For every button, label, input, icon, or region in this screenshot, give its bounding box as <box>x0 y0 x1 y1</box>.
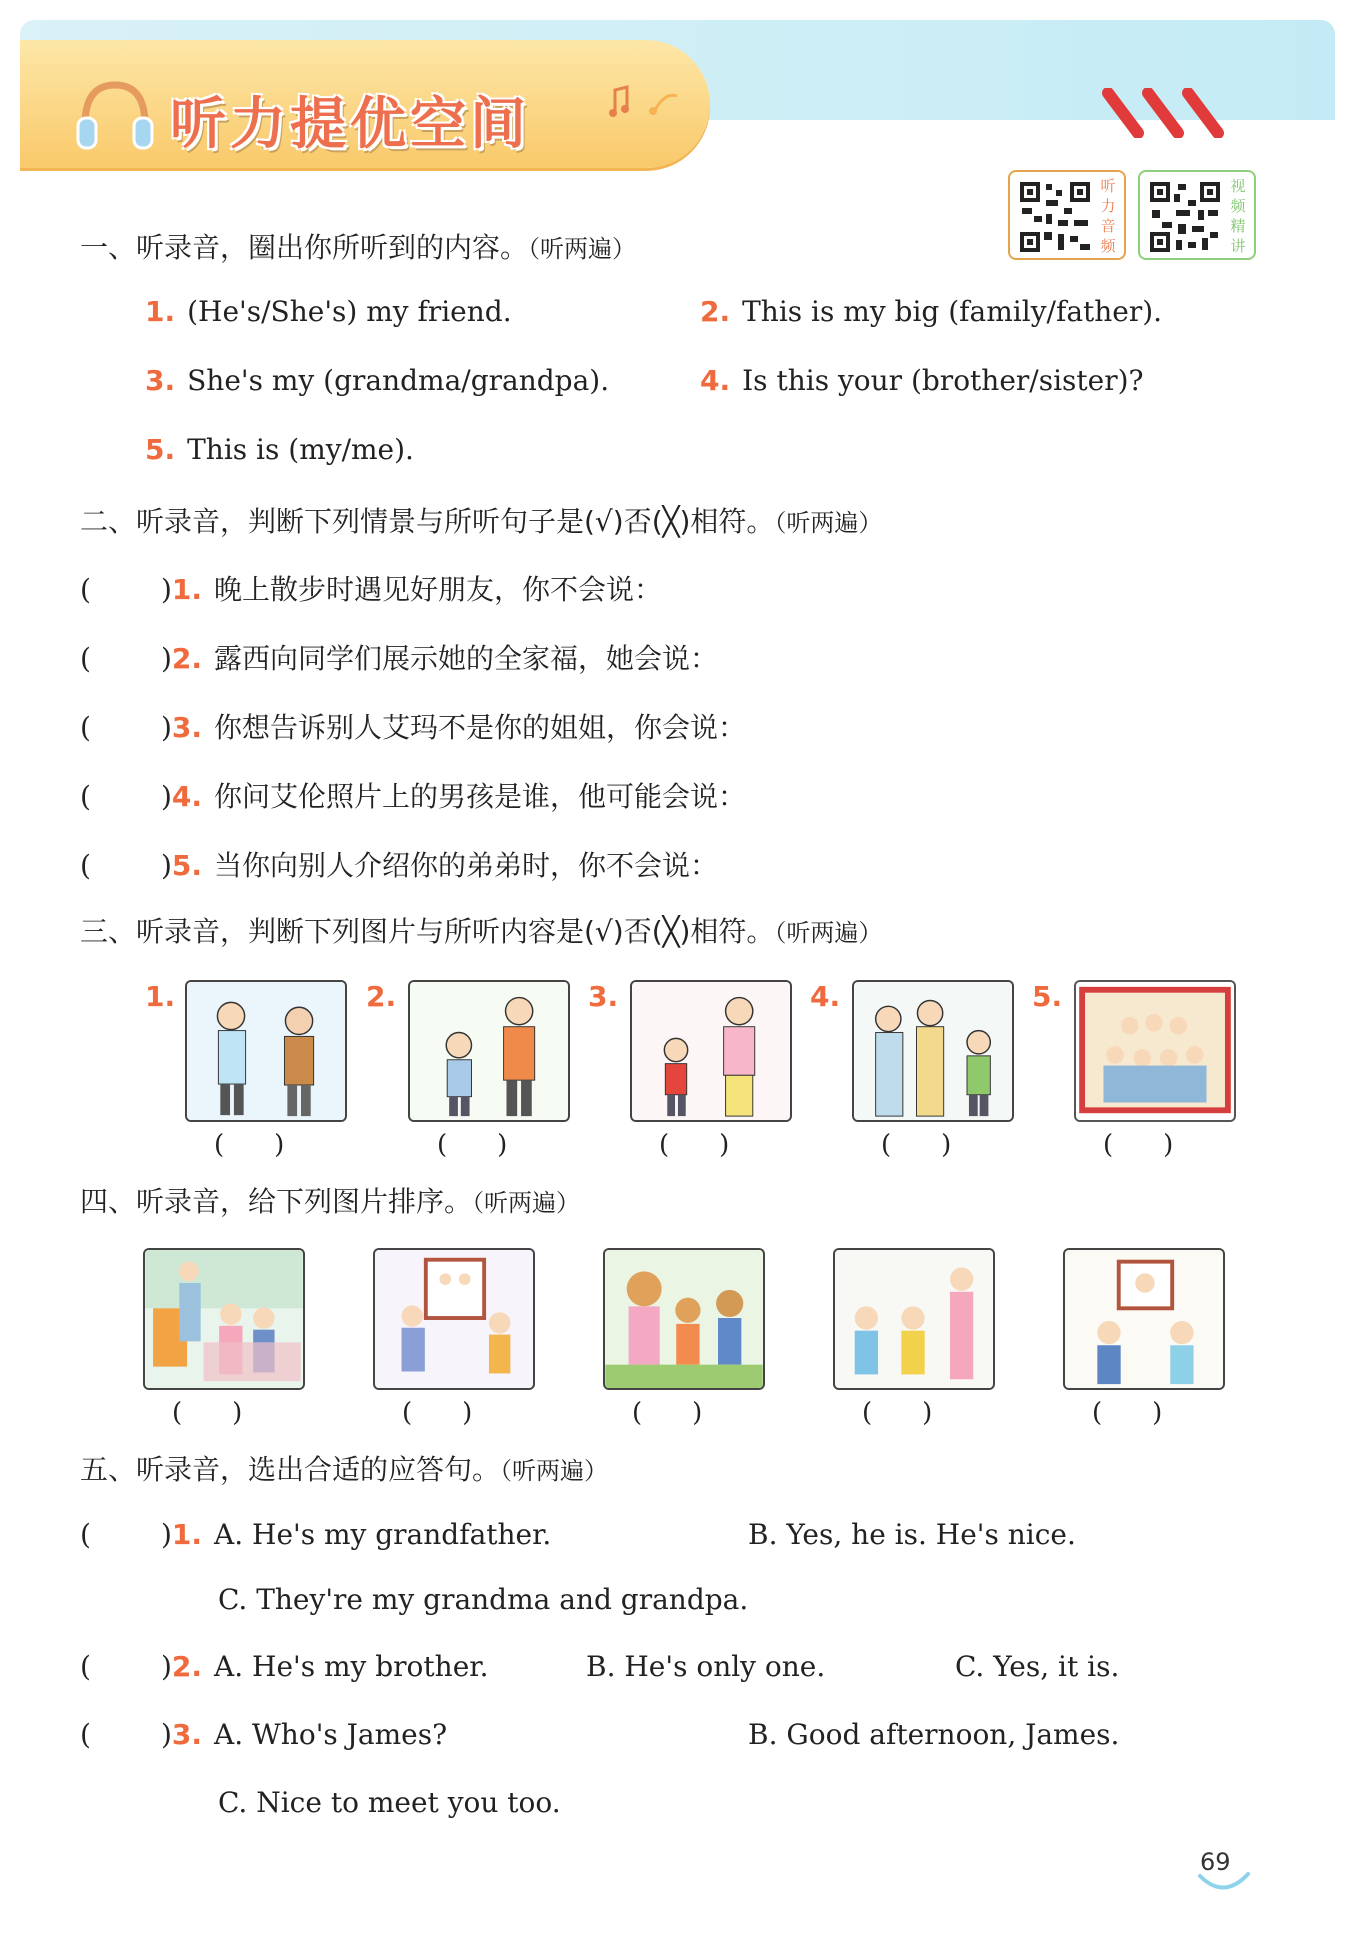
illustration-family-photo <box>1076 982 1234 1120</box>
video-label: 视频精讲 <box>1230 177 1246 255</box>
illustration-boy-and-man <box>410 982 568 1120</box>
part4-picture-2 <box>373 1248 535 1390</box>
headphones-icon <box>70 70 160 160</box>
part5-item-3-option-b: B. Good afternoon, James. <box>748 1718 1120 1751</box>
part3-picture-4 <box>852 980 1014 1122</box>
part3-answer-3[interactable]: () <box>659 1130 780 1160</box>
illustration-three-girls <box>835 1250 993 1388</box>
part3-number-3: 3. <box>588 980 619 1013</box>
part5-item-3: ( )3. A. Who's James? <box>80 1718 448 1751</box>
part4-picture-1 <box>143 1248 305 1390</box>
part2-item-3: ( )3. 你想告诉别人艾玛不是你的姐姐，你会说： <box>80 711 747 744</box>
part3-number-5: 5. <box>1032 980 1063 1013</box>
illustration-living-room <box>145 1250 303 1388</box>
part4-picture-3 <box>603 1248 765 1390</box>
audio-qr-code[interactable] <box>1008 170 1126 260</box>
part3-answer-5[interactable]: () <box>1103 1130 1224 1160</box>
part4-picture-5 <box>1063 1248 1225 1390</box>
illustration-family-of-three <box>854 982 1012 1120</box>
illustration-baby-photo <box>1065 1250 1223 1388</box>
part2-item-4: ( )4. 你问艾伦照片上的男孩是谁，他可能会说： <box>80 780 747 813</box>
music-notes-icon <box>605 82 685 122</box>
illustration-animals-park <box>605 1250 763 1388</box>
part3-number-4: 4. <box>810 980 841 1013</box>
part5-item-1: ( )1. A. He's my grandfather. <box>80 1518 552 1551</box>
qr-code-icon <box>1148 180 1222 254</box>
page-number: 69 <box>1200 1848 1231 1876</box>
banner-title: 听力提优空间 <box>170 92 530 157</box>
part1-item-5: 5. This is (my/me). <box>145 433 414 466</box>
part2-item-1: ( )1. 晚上散步时遇见好朋友，你不会说： <box>80 573 663 606</box>
part3-number-2: 2. <box>366 980 397 1013</box>
part5-item-3-option-c: C. Nice to meet you too. <box>218 1786 561 1819</box>
video-qr-code[interactable] <box>1138 170 1256 260</box>
part1-item-4: 4. Is this your (brother/sister)? <box>700 364 1144 397</box>
part1-item-1: 1. (He's/She's) my friend. <box>145 295 512 328</box>
part1-item-3: 3. She's my (grandma/grandpa). <box>145 364 610 397</box>
part4-answer-5[interactable]: () <box>1092 1398 1213 1428</box>
part3-answer-2[interactable]: () <box>437 1130 558 1160</box>
section-4-heading: 四、听录音，给下列图片排序。（听两遍） <box>80 1185 581 1218</box>
part5-item-2: ( )2. A. He's my brother. <box>80 1650 489 1683</box>
part2-item-5: ( )5. 当你向别人介绍你的弟弟时，你不会说： <box>80 849 719 882</box>
part3-picture-5 <box>1074 980 1236 1122</box>
qr-code-icon <box>1018 180 1092 254</box>
part2-item-2: ( )2. 露西向同学们展示她的全家福，她会说： <box>80 642 719 675</box>
section-1-heading: 一、听录音，圈出你所听到的内容。（听两遍） <box>80 231 637 264</box>
part4-answer-2[interactable]: () <box>402 1398 523 1428</box>
page-number-swoosh <box>1196 1870 1252 1896</box>
decorative-slashes <box>1100 88 1230 138</box>
part4-answer-3[interactable]: () <box>632 1398 753 1428</box>
part4-answer-1[interactable]: () <box>172 1398 293 1428</box>
part5-item-1-option-b: B. Yes, he is. He's nice. <box>748 1518 1076 1551</box>
part4-picture-4 <box>833 1248 995 1390</box>
part5-item-1-option-c: C. They're my grandma and grandpa. <box>218 1583 749 1616</box>
section-3-heading: 三、听录音，判断下列图片与所听内容是(√)否(╳)相符。（听两遍） <box>80 915 883 948</box>
section-5-heading: 五、听录音，选出合适的应答句。（听两遍） <box>80 1453 609 1486</box>
part3-answer-1[interactable]: () <box>214 1130 335 1160</box>
part3-picture-3 <box>630 980 792 1122</box>
audio-label: 听力音频 <box>1100 177 1116 255</box>
section-2-heading: 二、听录音，判断下列情景与所听句子是(√)否(╳)相符。（听两遍） <box>80 505 883 538</box>
part1-item-2: 2. This is my big (family/father). <box>700 295 1163 328</box>
part5-item-2-option-b: B. He's only one. <box>586 1650 826 1683</box>
part3-answer-4[interactable]: () <box>881 1130 1002 1160</box>
part5-item-2-option-c: C. Yes, it is. <box>955 1650 1120 1683</box>
part4-answer-4[interactable]: () <box>862 1398 983 1428</box>
part3-number-1: 1. <box>145 980 176 1013</box>
illustration-two-men <box>187 982 345 1120</box>
illustration-girl-and-woman <box>632 982 790 1120</box>
illustration-photo-on-wall <box>375 1250 533 1388</box>
part3-picture-1 <box>185 980 347 1122</box>
part3-picture-2 <box>408 980 570 1122</box>
